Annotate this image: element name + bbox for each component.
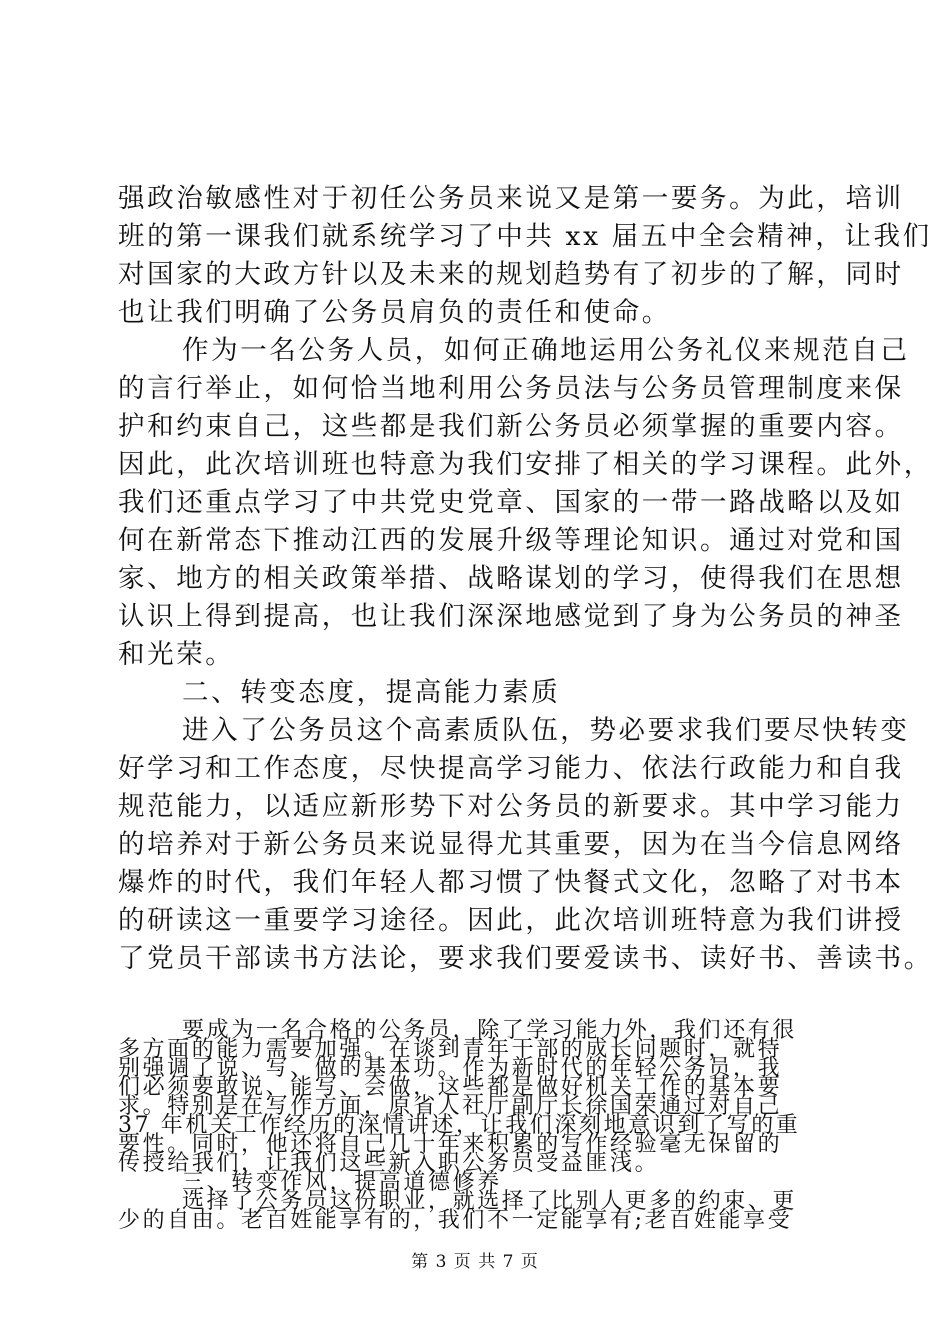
text-line: 少的自由。老百姓能享有的，我们不一定能享有;老百姓能享受	[118, 1208, 793, 1233]
text-line: 和光荣。	[118, 639, 235, 670]
text-line: 班的第一课我们就系统学习了中共 xx 届五中全会精神，让我们	[118, 221, 932, 252]
text-line: 何在新常态下推动江西的发展升级等理论知识。通过对党和国	[118, 525, 904, 556]
text-line: 强政治敏感性对于初任公务员来说又是第一要务。为此，培训	[118, 183, 904, 214]
text-line: 爆炸的时代，我们年轻人都习惯了快餐式文化，忽略了对书本	[118, 867, 904, 898]
text-line: 传授给我们，让我们这些新入职公务员受益匪浅。	[118, 1151, 660, 1176]
text-line: 别强调了说、写、做的基本功。作为新时代的年轻公务员，我	[118, 1056, 783, 1081]
text-line: 要成为一名合格的公务员，除了学习能力外，我们还有很	[182, 1018, 798, 1043]
text-line: 的培养对于新公务员来说显得尤其重要，因为在当今信息网络	[118, 829, 904, 860]
text-line: 护和约束自己，这些都是我们新公务员必须掌握的重要内容。	[118, 411, 904, 442]
text-line: 选择了公务员这份职业，就选择了比别人更多的约束、更	[182, 1189, 798, 1214]
section-heading: 二、转变态度，提高能力素质	[182, 677, 561, 708]
text-line: 了党员干部读书方法论，要求我们要爱读书、读好书、善读书。	[118, 943, 933, 974]
text-line: 家、地方的相关政策举措、战略谋划的学习，使得我们在思想	[118, 563, 904, 594]
text-line: 进入了公务员这个高素质队伍，势必要求我们要尽快转变	[182, 715, 910, 746]
text-line: 要性。同时，他还将自己几十年来积累的写作经验毫无保留的	[118, 1132, 783, 1157]
text-line: 求。特别是在写作方面，原省人社厅副厅长徐国荣通过对自己	[118, 1094, 783, 1119]
text-line: 对国家的大政方针以及未来的规划趋势有了初步的了解，同时	[118, 259, 904, 290]
text-line: 的言行举止，如何恰当地利用公务员法与公务员管理制度来保	[118, 373, 904, 404]
text-line: 的研读这一重要学习途径。因此，此次培训班特意为我们讲授	[118, 905, 904, 936]
text-line: 们必须要敢说、能写、会做，这些都是做好机关工作的基本要	[118, 1075, 783, 1100]
section-heading: 三、转变作风，提高道德修养	[182, 1170, 502, 1195]
text-line: 多方面的能力需要加强。在谈到青年干部的成长问题时，就特	[118, 1037, 783, 1062]
text-line: 我们还重点学习了中共党史党章、国家的一带一路战略以及如	[118, 487, 904, 518]
text-line: 认识上得到提高，也让我们深深地感觉到了身为公务员的神圣	[118, 601, 904, 632]
page-footer: 第 3 页 共 7 页	[411, 1252, 539, 1272]
text-line: 因此，此次培训班也特意为我们安排了相关的学习课程。此外，	[118, 449, 933, 480]
text-line: 规范能力，以适应新形势下对公务员的新要求。其中学习能力	[118, 791, 904, 822]
text-line: 也让我们明确了公务员肩负的责任和使命。	[118, 297, 671, 328]
text-line: 好学习和工作态度，尽快提高学习能力、依法行政能力和自我	[118, 753, 904, 784]
text-line: 作为一名公务人员，如何正确地运用公务礼仪来规范自己	[182, 335, 910, 366]
text-line: 37 年机关工作经历的深情讲述，让我们深刻地意识到了写的重	[118, 1113, 801, 1138]
